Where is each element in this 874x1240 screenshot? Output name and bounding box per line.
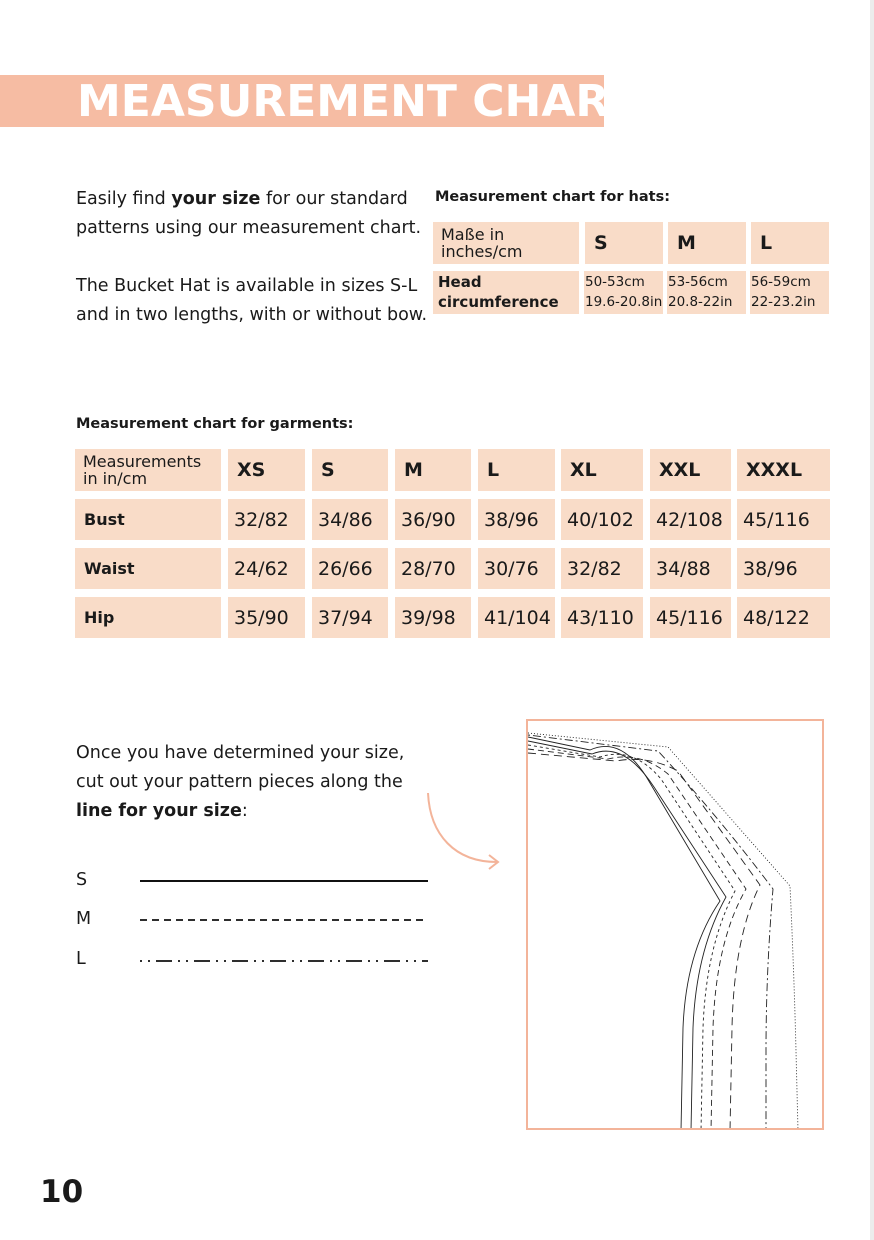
pattern-line-l1	[528, 753, 760, 1128]
garment-value-cell: 37/94	[312, 597, 388, 638]
garment-chart-caption: Measurement chart for garments:	[76, 416, 354, 432]
garment-value-cell: 28/70	[395, 548, 471, 589]
pattern-piece-drawing	[528, 721, 822, 1128]
hat-chart-caption: Measurement chart for hats:	[435, 189, 671, 205]
garment-value-cell: 45/116	[650, 597, 731, 638]
garment-size-header: M	[395, 449, 471, 491]
garment-value-cell: 30/76	[478, 548, 555, 589]
pattern-line-l3	[528, 735, 773, 1128]
garment-value-cell: 42/108	[650, 499, 731, 540]
cut-text-part: :	[241, 801, 248, 821]
garment-size-header: XL	[561, 449, 643, 491]
pattern-line-m2	[528, 749, 746, 1128]
corner-line: inches/cm	[441, 242, 523, 261]
garment-size-header: L	[478, 449, 555, 491]
garment-value-cell: 34/86	[312, 499, 388, 540]
garment-value-cell: 32/82	[561, 548, 643, 589]
garment-row-label: Hip	[75, 597, 221, 638]
garment-size-header: XXXL	[737, 449, 830, 491]
garment-value-cell: 45/116	[737, 499, 830, 540]
garment-value-cell: 48/122	[737, 597, 830, 638]
pattern-line-s2	[528, 741, 726, 1128]
garment-value-cell: 38/96	[478, 499, 555, 540]
hat-value-cm: 53-56cm	[668, 274, 728, 290]
hat-value-cm: 56-59cm	[751, 274, 811, 290]
garment-value-cell: 39/98	[395, 597, 471, 638]
pattern-diagram-frame	[526, 719, 824, 1130]
row-label-line: circumference	[438, 293, 559, 311]
hat-value-in: 22-23.2in	[751, 294, 816, 310]
garment-row-label: Bust	[75, 499, 221, 540]
garment-size-header: S	[312, 449, 388, 491]
pattern-line-l2	[528, 733, 798, 1128]
garment-row-label: Waist	[75, 548, 221, 589]
garment-value-cell: 34/88	[650, 548, 731, 589]
legend-label-l: L	[76, 949, 86, 969]
intro-paragraph-2: The Bucket Hat is available in sizes S-L and in two lengths, with or without bow.	[76, 276, 428, 325]
hat-size-header: M	[668, 222, 746, 264]
garment-value-cell: 32/82	[228, 499, 305, 540]
garment-value-cell: 40/102	[561, 499, 643, 540]
legend-label-m: M	[76, 909, 92, 929]
garment-value-cell: 26/66	[312, 548, 388, 589]
cut-text-part: Once you have determined your size, cut out your pattern pieces along the	[76, 743, 405, 792]
garment-value-cell: 38/96	[737, 548, 830, 589]
garment-value-cell: 24/62	[228, 548, 305, 589]
page-number: 10	[40, 1174, 84, 1210]
hat-value-cm: 50-53cm	[585, 274, 645, 290]
cut-text-bold: line for your size	[76, 801, 242, 821]
garment-value-cell: 43/110	[561, 597, 643, 638]
garment-value-cell: 36/90	[395, 499, 471, 540]
row-label-line: Head	[438, 273, 482, 291]
intro-bold-part: your size	[171, 189, 261, 209]
garment-value-cell: 41/104	[478, 597, 555, 638]
pattern-line-s1	[528, 737, 720, 1128]
corner-line: Maße in	[441, 225, 505, 244]
garment-value-cell: 35/90	[228, 597, 305, 638]
garment-size-header: XXL	[650, 449, 731, 491]
hat-value-in: 20.8-22in	[668, 294, 733, 310]
hat-size-header: S	[585, 222, 663, 264]
legend-label-s: S	[76, 870, 88, 890]
hat-size-header: L	[751, 222, 829, 264]
corner-line: in in/cm	[83, 469, 148, 488]
intro-text-part: for our standard patterns using our measurement chart.	[76, 189, 422, 238]
garment-size-header: XS	[228, 449, 305, 491]
corner-line: Measurements	[83, 452, 202, 471]
intro-text-part: Easily find	[76, 189, 172, 209]
page-title: MEASUREMENT CHART	[77, 76, 638, 127]
curved-arrow-icon	[428, 793, 497, 862]
hat-value-in: 19.6-20.8in	[585, 294, 663, 310]
